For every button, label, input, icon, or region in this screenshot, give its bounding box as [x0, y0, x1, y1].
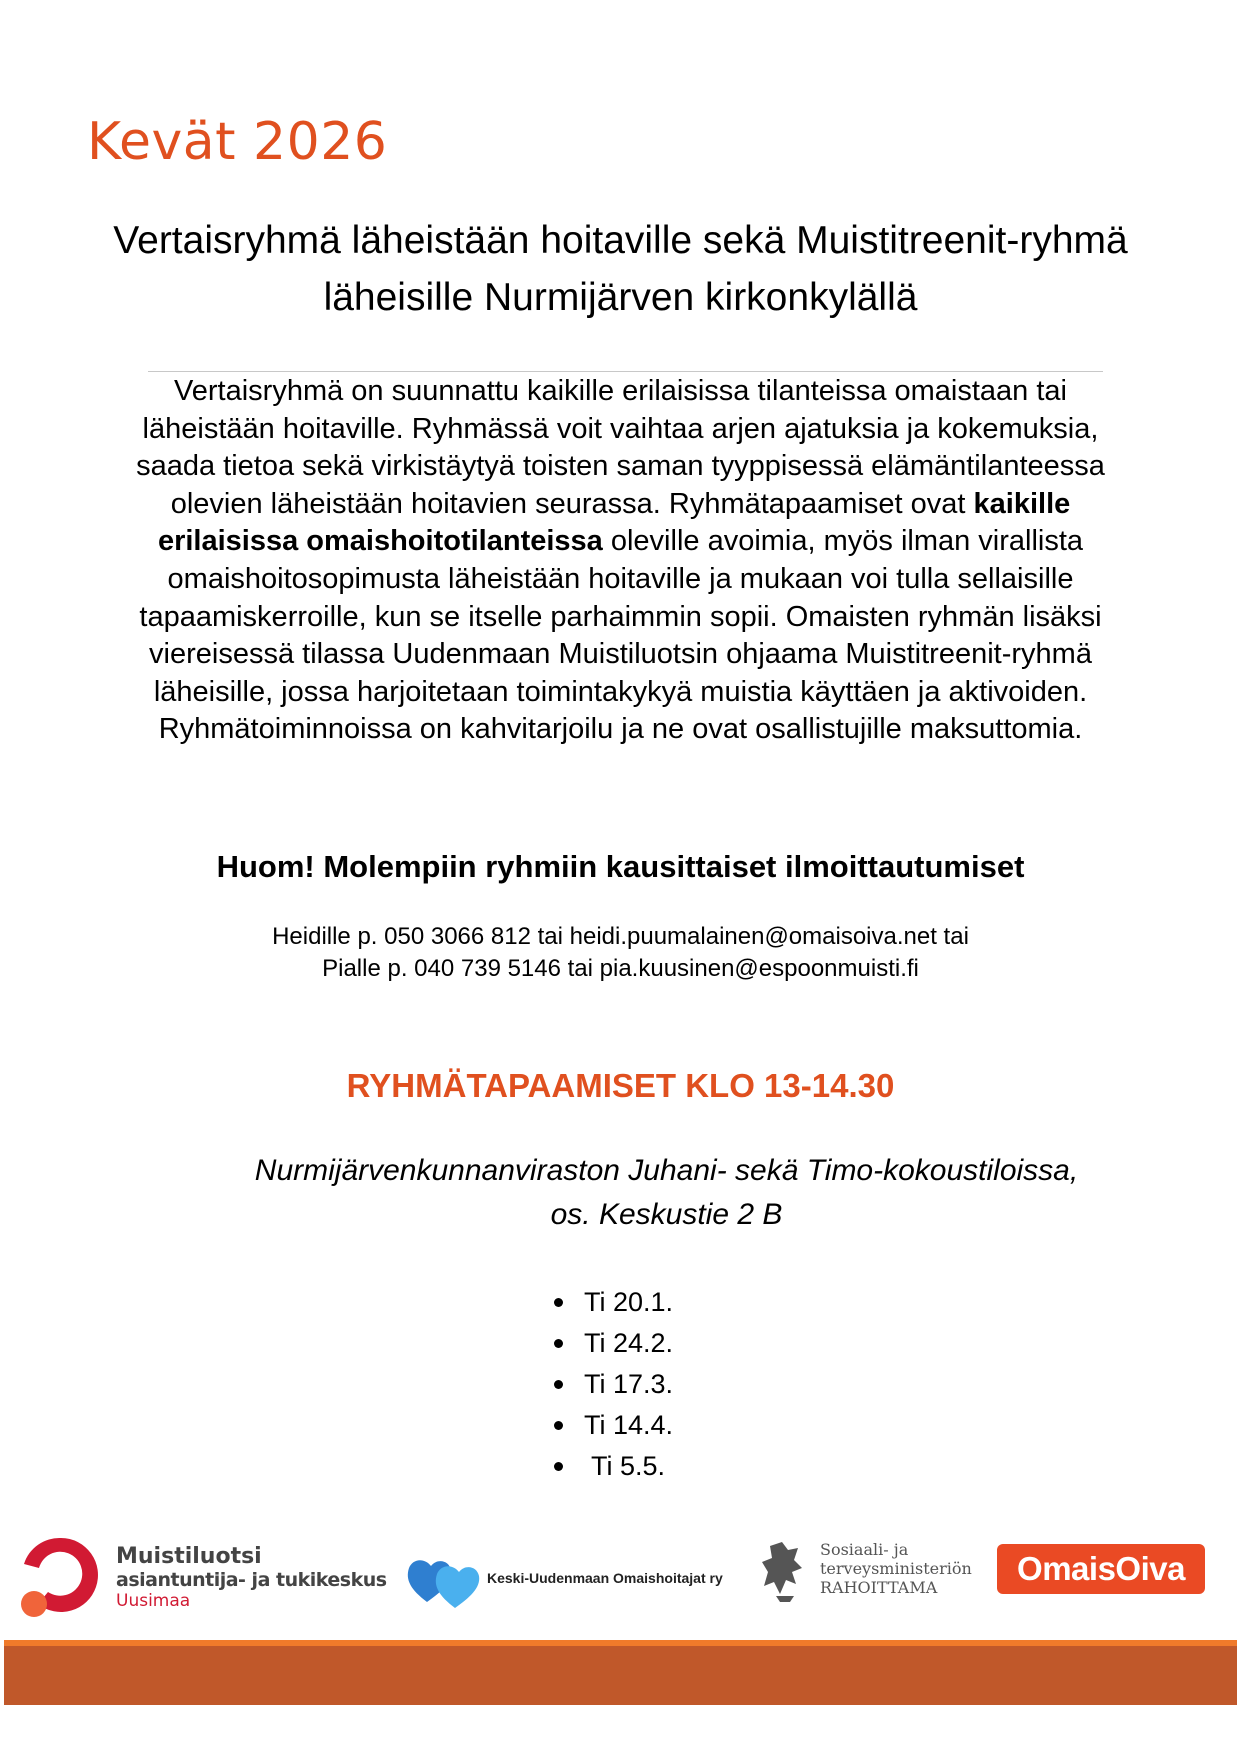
muistiluotsi-logo — [16, 1530, 387, 1620]
muistiluotsi-region: Uusimaa — [116, 1591, 191, 1611]
keski-uusimaa-text: Keski-Uudenmaan Omaishoitajat ry — [487, 1570, 723, 1586]
intro-bold-text: erilaisissa omaishoitotilanteissa — [157, 525, 603, 558]
bullet-icon — [554, 1380, 563, 1389]
intro-paragraph — [60, 373, 1181, 749]
intro-line — [60, 523, 1181, 561]
contact-info — [60, 921, 1181, 985]
season-heading: Kevät 2026 — [87, 112, 388, 172]
keski-uusimaa-logo — [405, 1550, 745, 1610]
date-text: Ti 5.5. — [584, 1451, 666, 1481]
contact-line-pia: Pialle p. 040 739 5146 tai pia.kuusinen@espoonmuisti.fi — [322, 955, 919, 982]
date-item — [554, 1323, 673, 1364]
bullet-icon — [554, 1462, 563, 1471]
date-text: Ti 24.2. — [584, 1328, 674, 1358]
date-text: Ti 17.3. — [584, 1369, 674, 1399]
location-line-1: Nurmijärvenkunnanviraston Juhani- sekä Timo-kokoustiloissa, — [254, 1154, 1079, 1187]
location — [106, 1149, 1227, 1237]
title-line-1: Vertaisryhmä läheistään hoitaville sekä Muistitreenit-ryhmä — [113, 219, 1128, 262]
intro-bold-text: kaikille — [973, 487, 1071, 520]
hearts-icon — [405, 1550, 483, 1610]
stm-line-2: terveysministeriön — [820, 1559, 972, 1578]
intro-line: omaishoitosopimusta läheistään hoitaville ja mukaan voi tulla sellaisille — [167, 562, 1074, 595]
date-item — [554, 1446, 673, 1487]
intro-line: Vertaisryhmä on suunnattu kaikille erilaisissa tilanteissa omaistaan tai — [174, 375, 1067, 407]
date-item — [554, 1364, 673, 1405]
bullet-icon — [554, 1298, 563, 1307]
contact-line-heidi: Heidille p. 050 3066 812 tai heidi.puumalainen@omaisoiva.net tai — [272, 923, 969, 950]
intro-line: viereisessä tilassa Uudenmaan Muistiluotsin ohjaama Muistitreenit-ryhmä — [149, 638, 1092, 671]
partner-logos — [0, 1520, 1241, 1630]
muistiluotsi-subtitle: asiantuntija- ja tukikeskus — [116, 1569, 387, 1591]
intro-line — [60, 486, 1181, 524]
intro-line: läheisille, jossa harjoitetaan toimintakykyä muistia käyttäen ja aktivoiden. — [153, 675, 1088, 708]
intro-text: oleville avoimia, myös ilman virallista — [602, 525, 1084, 558]
stm-text — [820, 1540, 972, 1597]
page-title — [60, 212, 1181, 326]
location-line-2: os. Keskustie 2 B — [550, 1198, 783, 1231]
date-text: Ti 20.1. — [584, 1287, 674, 1317]
footer-bar — [4, 1646, 1237, 1705]
stm-logo — [760, 1538, 990, 1618]
stm-line-3: RAHOITTAMA — [820, 1578, 938, 1597]
bullet-icon — [554, 1421, 563, 1430]
meetings-heading: RYHMÄTAPAAMISET KLO 13-14.30 — [346, 1067, 895, 1104]
lion-crest-icon — [760, 1538, 810, 1604]
muistiluotsi-text — [116, 1544, 387, 1611]
date-list — [554, 1282, 673, 1487]
registration-notice: Huom! Molempiin ryhmiin kausittaiset ilmoittautumiset — [216, 849, 1025, 884]
intro-text: olevien läheistään hoitavien seurassa. Ryhmätapaamiset ovat — [170, 487, 974, 520]
intro-line: saada tietoa sekä virkistäytyä toisten saman tyyppisessä elämäntilanteessa — [136, 450, 1105, 483]
title-line-2: läheisille Nurmijärven kirkonkylällä — [323, 276, 918, 319]
muistiluotsi-mark-icon — [16, 1530, 106, 1620]
divider — [148, 371, 1103, 372]
intro-line: läheistään hoitaville. Ryhmässä voit vaihtaa arjen ajatuksia ja kokemuksia, — [142, 412, 1099, 445]
omaisoiva-logo: OmaisOiva — [997, 1544, 1205, 1594]
stm-line-1: Sosiaali- ja — [820, 1540, 909, 1559]
date-text: Ti 14.4. — [584, 1410, 674, 1440]
date-item — [554, 1282, 673, 1323]
intro-line: Ryhmätoiminnoissa on kahvitarjoilu ja ne ovat osallistujille maksuttomia. — [158, 713, 1083, 746]
intro-line: tapaamiskerroille, kun se itselle parhaimmin sopii. Omaisten ryhmän lisäksi — [139, 600, 1102, 633]
date-item — [554, 1405, 673, 1446]
bullet-icon — [554, 1339, 563, 1348]
muistiluotsi-name: Muistiluotsi — [116, 1544, 262, 1569]
